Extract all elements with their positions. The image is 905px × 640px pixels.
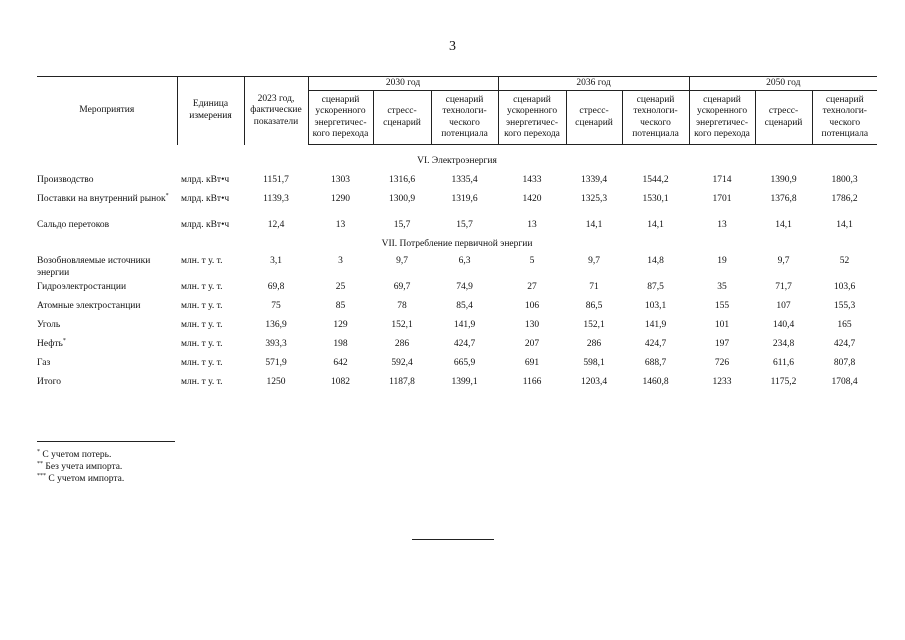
header-unit: Единица измерения <box>177 77 244 145</box>
row-value: 665,9 <box>453 358 476 368</box>
row-value: 807,8 <box>833 358 856 368</box>
row-value: 197 <box>714 339 730 349</box>
row-value: 198 <box>333 339 348 349</box>
table-row <box>37 358 877 377</box>
row-value: 129 <box>333 320 348 330</box>
header-line: технологи- <box>633 106 678 116</box>
row-value: 611,6 <box>773 358 795 368</box>
footnote-mark: * <box>165 192 169 199</box>
header-line: технологи- <box>442 106 487 116</box>
header-line: сценарий <box>321 94 360 105</box>
row-unit: млрд. кВт•ч <box>181 175 230 185</box>
row-value: 1290 <box>331 194 350 204</box>
header-year-2036: 2036 год <box>498 77 689 91</box>
header-line: кого перехода <box>694 129 750 139</box>
row-value: 14,1 <box>836 220 853 230</box>
row-value: 106 <box>524 301 540 311</box>
header-line: ческого <box>829 117 861 128</box>
row-value: 69,8 <box>267 282 285 292</box>
row-name: Производство <box>37 175 94 185</box>
header-line: сценарий <box>445 94 484 105</box>
row-value: 592,4 <box>391 358 413 368</box>
row-value: 3,1 <box>270 256 282 266</box>
row-value: 35 <box>717 282 727 292</box>
footnote-mark: ** <box>37 460 43 467</box>
row-value: 424,7 <box>833 339 856 349</box>
row-value: 14,1 <box>775 220 792 230</box>
header-year-2050: 2050 год <box>689 77 877 91</box>
header-line: кого перехода <box>312 129 369 139</box>
row-value: 1701 <box>712 194 732 204</box>
table-body <box>37 145 877 397</box>
row-value: 691 <box>524 358 540 368</box>
row-value: 1325,3 <box>580 194 608 204</box>
row-value: 141,9 <box>453 320 476 330</box>
row-value: 571,9 <box>265 358 287 368</box>
row-value: 155,3 <box>833 301 856 311</box>
footnote-mark: * <box>62 337 66 344</box>
row-name: Поставки на внутренний рынок* <box>37 192 169 204</box>
row-value: 1233 <box>712 377 732 387</box>
table-row <box>37 220 877 239</box>
footnotes <box>37 449 124 485</box>
header-line: потенциала <box>632 129 679 139</box>
table-row <box>37 377 877 396</box>
header-scenario-stress <box>373 91 431 145</box>
row-value: 1250 <box>266 377 286 387</box>
row-value: 1420 <box>522 194 542 204</box>
row-value: 74,9 <box>456 282 473 292</box>
row-value: 27 <box>527 282 537 292</box>
row-unit: млн. т у. т. <box>181 358 223 368</box>
row-value: 1303 <box>331 175 350 185</box>
row-value: 1139,3 <box>263 194 289 204</box>
footnote-text: Без учета импорта. <box>43 462 123 472</box>
row-unit: млн. т у. т. <box>181 256 223 266</box>
footnote-item <box>37 449 124 461</box>
section-title-row <box>37 239 877 256</box>
row-value: 101 <box>714 320 730 330</box>
row-unit: млн. т у. т. <box>181 320 223 330</box>
row-value: 1399,1 <box>451 377 478 387</box>
header-line: энергетичес- <box>696 117 749 128</box>
row-value: 234,8 <box>772 339 795 349</box>
header-line: стресс- <box>387 106 417 116</box>
header-scenario-accelerated <box>308 91 373 145</box>
header-line: потенциала <box>441 129 488 139</box>
table-row <box>37 282 877 301</box>
header-line: ускоренного <box>506 106 558 116</box>
row-value: 9,7 <box>588 256 600 266</box>
row-value: 9,7 <box>777 256 790 266</box>
spacer-row <box>37 145 877 157</box>
row-value: 6,3 <box>458 256 471 266</box>
row-name: Уголь <box>37 320 61 330</box>
row-value: 152,1 <box>391 320 413 330</box>
row-value: 598,1 <box>583 358 605 368</box>
row-value: 1175,2 <box>770 377 797 387</box>
row-value: 1544,2 <box>642 175 669 185</box>
row-unit: млрд. кВт•ч <box>181 220 230 230</box>
header-line: ускоренного <box>315 106 366 116</box>
row-name: Возобновляемые источники энергии <box>37 256 151 278</box>
row-value: 424,7 <box>453 339 476 349</box>
row-value: 85,4 <box>456 301 473 311</box>
header-line: ческого <box>449 117 480 128</box>
row-value: 13 <box>335 220 346 230</box>
header-line: технологи- <box>822 106 867 116</box>
row-value: 71 <box>589 282 599 292</box>
row-value: 15,7 <box>456 220 473 230</box>
page-number: 3 <box>449 39 456 54</box>
row-value: 207 <box>524 339 540 349</box>
row-unit: млн. т у. т. <box>181 301 223 311</box>
footnote-mark: * <box>37 448 40 455</box>
row-value: 69,7 <box>393 282 411 292</box>
row-value: 1376,8 <box>770 194 797 204</box>
row-value: 1390,9 <box>770 175 797 185</box>
header-scenario-tech <box>622 91 689 145</box>
row-value: 1460,8 <box>642 377 669 387</box>
row-unit: млн. т у. т. <box>181 282 223 292</box>
header-line: сценарий <box>703 94 741 105</box>
header-scenario-accelerated <box>689 91 755 145</box>
row-value: 140,4 <box>772 320 795 330</box>
row-value: 75 <box>271 301 281 311</box>
row-value: 130 <box>524 320 540 330</box>
header-scenario-tech <box>431 91 498 145</box>
row-value: 393,3 <box>265 339 287 349</box>
header-line: энергетичес- <box>314 117 367 128</box>
row-value: 1166 <box>522 377 542 387</box>
row-value: 1316,6 <box>388 175 416 185</box>
footnote-text: С учетом потерь. <box>40 450 112 460</box>
table-row <box>37 339 877 358</box>
row-value: 3 <box>338 256 343 266</box>
row-value: 688,7 <box>644 358 667 368</box>
row-name: Нефть* <box>37 337 66 349</box>
header-line: энергетичес- <box>506 117 558 128</box>
row-value: 14,1 <box>647 220 664 230</box>
footnote-divider <box>37 441 175 442</box>
row-value: 1335,4 <box>451 175 478 185</box>
row-value: 165 <box>837 320 852 330</box>
row-name: Атомные электростанции <box>37 301 141 311</box>
row-value: 1151,7 <box>263 175 289 185</box>
header-line: сценарий <box>764 117 803 128</box>
row-value: 13 <box>717 220 727 230</box>
row-value: 1300,9 <box>388 194 416 204</box>
row-value: 152,1 <box>583 320 605 330</box>
row-value: 136,9 <box>265 320 287 330</box>
section-title: VII. Потребление первичной энергии <box>381 239 533 249</box>
header-year-2030: 2030 год <box>308 77 498 91</box>
row-value: 103,1 <box>644 301 667 311</box>
header-line: потенциала <box>821 129 869 139</box>
row-value: 1714 <box>712 175 732 185</box>
header-line: сценарий <box>575 117 613 128</box>
row-value: 726 <box>714 358 730 368</box>
header-scenario-tech <box>812 91 877 145</box>
row-value: 1786,2 <box>831 194 858 204</box>
header-line: сценарий <box>825 94 864 105</box>
footnote-item <box>37 461 124 473</box>
row-value: 12,4 <box>267 220 285 230</box>
spacer-cell <box>37 145 877 157</box>
row-value: 25 <box>335 282 346 292</box>
row-value: 103,6 <box>833 282 856 292</box>
table-header <box>37 77 877 145</box>
row-value: 86,5 <box>585 301 603 311</box>
row-value: 14,1 <box>585 220 603 230</box>
row-unit: млн. т у. т. <box>181 339 223 349</box>
row-unit: млрд. кВт•ч <box>181 194 230 204</box>
header-scenario-accelerated <box>498 91 566 145</box>
header-line: стресс- <box>768 106 799 116</box>
row-value: 155 <box>714 301 730 311</box>
row-value: 1082 <box>331 377 350 387</box>
row-value: 9,7 <box>396 256 408 266</box>
header-line: сценарий <box>383 117 421 128</box>
table-row <box>37 320 877 339</box>
row-value: 5 <box>529 256 535 266</box>
header-2023: 2023 год, фактические показатели <box>244 77 308 145</box>
table-row <box>37 175 877 194</box>
header-scenario-stress <box>755 91 812 145</box>
row-name: Гидроэлектростанции <box>37 282 127 292</box>
row-value: 424,7 <box>644 339 667 349</box>
header-scenario-stress <box>566 91 622 145</box>
row-value: 642 <box>333 358 348 368</box>
row-name: Сальдо перетоков <box>37 220 110 230</box>
row-value: 1319,6 <box>451 194 478 204</box>
row-value: 19 <box>717 256 727 266</box>
row-value: 14,8 <box>647 256 664 266</box>
row-value: 1203,4 <box>580 377 608 387</box>
forecast-table <box>37 76 877 396</box>
footnote-mark: *** <box>37 472 46 479</box>
row-value: 141,9 <box>644 320 667 330</box>
table-row <box>37 301 877 320</box>
header-line: ускоренного <box>696 106 748 116</box>
footnote-text: С учетом импорта. <box>46 474 125 484</box>
row-value: 1800,3 <box>831 175 858 185</box>
header-line: сценарий <box>513 94 551 105</box>
row-value: 1187,8 <box>389 377 415 387</box>
header-line: сценарий <box>636 94 675 105</box>
row-value: 78 <box>397 301 407 311</box>
header-line: ческого <box>640 117 671 128</box>
section-title: VI. Электроэнергия <box>417 156 497 166</box>
row-value: 15,7 <box>393 220 411 230</box>
row-name: Газ <box>37 358 51 368</box>
section-title-row <box>37 156 877 173</box>
row-value: 52 <box>839 256 850 266</box>
header-line: стресс- <box>579 106 609 116</box>
row-value: 85 <box>335 301 346 311</box>
row-value: 13 <box>527 220 537 230</box>
row-name: Итого <box>37 377 62 387</box>
row-unit: млн. т у. т. <box>181 377 223 387</box>
row-value: 107 <box>776 301 791 311</box>
table-row <box>37 256 877 282</box>
row-value: 286 <box>394 339 410 349</box>
row-value: 286 <box>586 339 602 349</box>
footnote-item <box>37 473 124 485</box>
row-value: 87,5 <box>647 282 664 292</box>
table-row <box>37 194 877 220</box>
row-value: 1339,4 <box>580 175 608 185</box>
header-line: кого перехода <box>504 129 560 139</box>
row-value: 71,7 <box>775 282 792 292</box>
row-value: 1708,4 <box>831 377 858 387</box>
end-divider <box>412 539 494 540</box>
row-value: 1530,1 <box>642 194 669 204</box>
header-measure: Мероприятия <box>37 77 177 145</box>
row-value: 1433 <box>522 175 542 185</box>
